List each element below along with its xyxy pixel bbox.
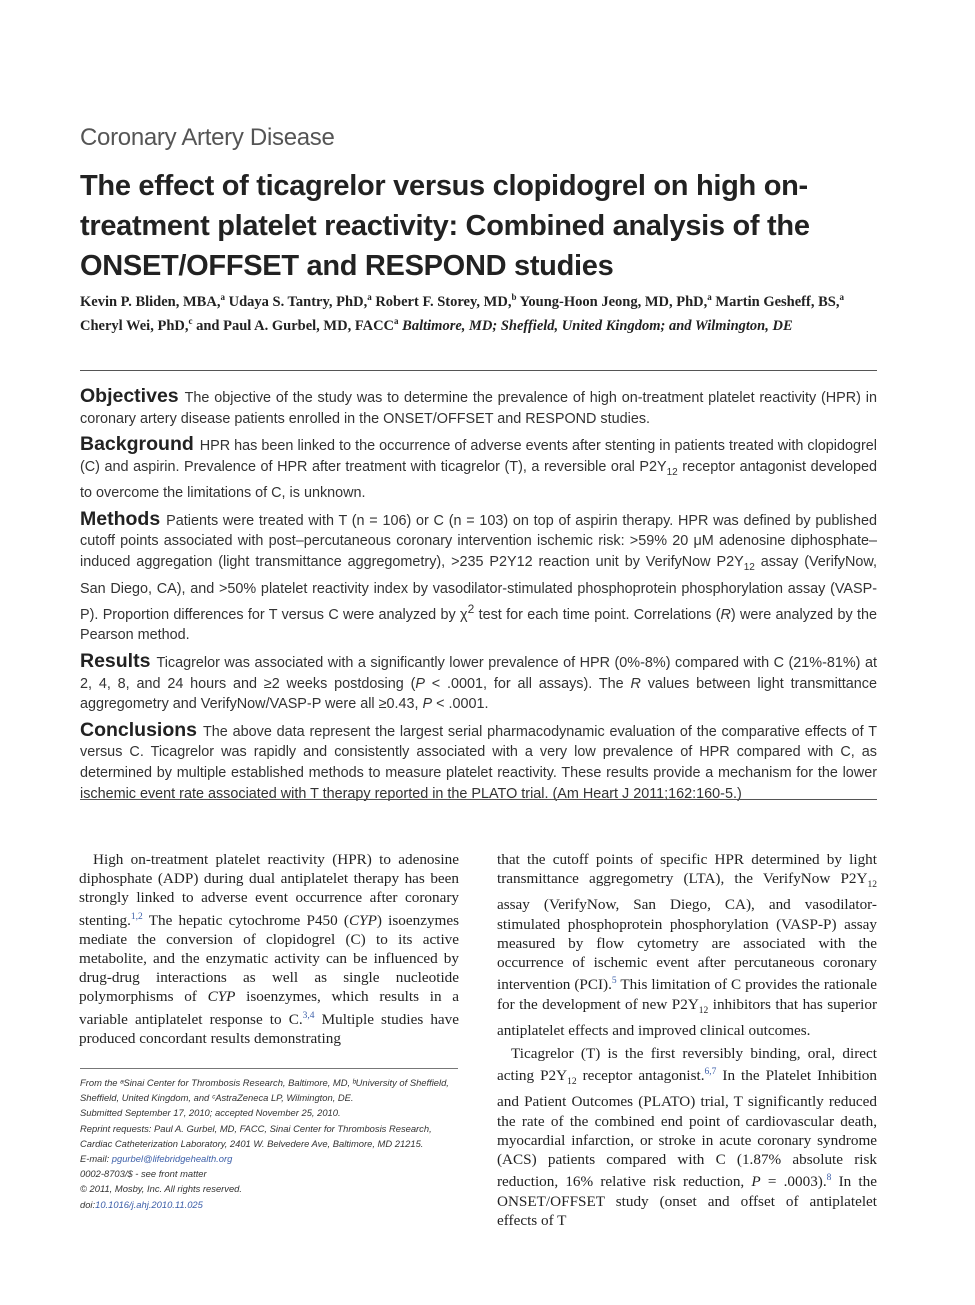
citation-link[interactable]: 1,2	[130, 911, 143, 922]
abstract-results	[80, 651, 877, 715]
footnote-rule	[80, 1068, 458, 1069]
italic-term: CYP	[207, 988, 236, 1006]
author: Udaya S. Tantry, PhD,	[228, 293, 368, 310]
results-text: < .0001, for all assays). The	[424, 675, 631, 692]
section-label: Coronary Artery Disease	[80, 124, 335, 151]
methods-text: test for each time point. Correlations (	[474, 606, 721, 623]
italic-symbol: P	[422, 696, 433, 713]
footnote-line: Cardiac Catheterization Laboratory, 2401 W. Belvedere Ave, Baltimore, MD 21215.	[80, 1137, 424, 1149]
citation-link[interactable]: 6,7	[704, 1067, 717, 1078]
body-text: Multiple studies have produced concordant results demonstrating	[79, 1010, 459, 1047]
body-text: The hepatic cytochrome P450 (	[142, 911, 349, 929]
objectives-heading: Objectives	[80, 385, 179, 407]
methods-text: assay (VerifyNow, San Diego, CA), and >50% platelet reactivity index by vasodilator-stimulated phosphoprotein phosphorylation assay (VASP-P). Proportion differences for T versus C were analyzed by χ	[80, 554, 877, 623]
body-text: Ticagrelor (T) is the first reversibly binding, oral, direct acting P2Y	[497, 1044, 877, 1085]
abstract-top-rule	[80, 370, 877, 371]
results-text: < .0001.	[432, 696, 489, 713]
background-text: HPR has been linked to the occurrence of adverse events after stenting in patients treated with clopidogrel (C) and aspirin. Prevalence of HPR after treatment with ticagrelor (T), a reversible oral P2Y	[80, 438, 877, 475]
body-text: = .0003).	[760, 1173, 827, 1191]
subscript: 12	[743, 561, 755, 573]
body-text: This limitation of C provides the rationale for the development of new P2Y	[497, 976, 877, 1013]
body-column-right	[497, 850, 877, 1230]
citation-link[interactable]: 3,4	[302, 1010, 315, 1021]
footnote-doi-line	[80, 1197, 470, 1212]
author: Cheryl Wei, PhD,	[80, 317, 189, 334]
body-text: that the cutoff points of specific HPR determined by light transmittance aggregometry (LTA), the VerifyNow P2Y	[497, 851, 877, 888]
body-text: assay (VerifyNow, San Diego, CA), and vasodilator-stimulated phosphoprotein phosphorylation (VASP-P) assay measured by flow cytometry are associated with the occurrence of ischemic event after percutaneous coronary intervention (PCI).	[497, 896, 877, 994]
results-text: values between light transmittance aggregometry and VerifyNow/VASP-P were all ≥0.43,	[80, 675, 877, 713]
author: Young-Hoon Jeong, MD, PhD,	[519, 293, 708, 310]
objectives-text: The objective of the study was to determine the prevalence of high on-treatment platelet reactivity (HPR) in coronary artery disease patients enrolled in the ONSET/OFFSET and RESPOND studies.	[80, 390, 877, 427]
italic-term: CYP	[349, 911, 377, 929]
author-locations: Baltimore, MD; Sheffield, United Kingdom; and Wilmington, DE	[402, 317, 793, 334]
author: Robert F. Storey, MD,	[375, 293, 512, 310]
superscript: 2	[467, 602, 475, 617]
italic-symbol: P	[751, 1173, 761, 1191]
footnote-line: Submitted September 17, 2010; accepted November 25, 2010.	[80, 1107, 341, 1119]
doi-link[interactable]: 10.1016/j.ahj.2010.11.025	[95, 1198, 203, 1210]
footnote-line: Reprint requests: Paul A. Gurbel, MD, FACC, Sinai Center for Thrombosis Research,	[80, 1122, 432, 1134]
abstract-conclusions	[80, 720, 877, 804]
affiliation-mark: a	[394, 315, 399, 326]
body-text: receptor antagonist.	[576, 1067, 705, 1085]
italic-symbol: R	[630, 675, 641, 692]
subscript: 12	[567, 1077, 577, 1088]
body-text: inhibitors that has superior antiplatelet effects and improved clinical outcomes.	[497, 995, 877, 1039]
subscript: 12	[698, 1005, 709, 1016]
author: Kevin P. Bliden, MBA,	[80, 293, 221, 310]
affiliation-mark: a	[220, 292, 225, 302]
footnote-line: © 2011, Mosby, Inc. All rights reserved.	[80, 1183, 243, 1195]
body-text: isoenzymes, which results in a variable antiplatelet response to C.	[79, 988, 459, 1028]
body-paragraph	[79, 850, 459, 1048]
conclusions-text: The above data represent the largest serial pharmacodynamic evaluation of the comparative effects of T versus C. Ticagrelor was rapidly and consistently associated with a very low prevalence of HPR compared with C, as determined by multiple established methods to measure platelet reactivity. These results provide a mechanism for the lower ischemic event rate associated with T therapy reported in the PLATO trial. (Am Heart J 2011;162:160-5.)	[80, 723, 877, 802]
affiliation-mark: b	[511, 292, 517, 302]
citation-link[interactable]: 5	[611, 976, 617, 987]
footnote-line: 0002-8703/$ - see front matter	[80, 1168, 207, 1180]
email-label: E-mail:	[80, 1153, 112, 1165]
footnote-email-line	[80, 1151, 470, 1166]
affiliation-mark: a	[367, 292, 372, 302]
footnote-line: From the ᵃSinai Center for Thrombosis Research, Baltimore, MD, ᵇUniversity of Sheffield,	[80, 1077, 449, 1088]
body-paragraph	[497, 1044, 877, 1230]
results-text: Ticagrelor was associated with a significantly lower prevalence of HPR (0%-8%) compared with C (21%-81%) at 2, 4, 8, and 24 hours and ≥2 weeks postdosing (	[80, 655, 877, 692]
body-paragraph	[497, 850, 877, 1040]
author-list	[80, 288, 880, 336]
body-text: ) isoenzymes mediate the conversion of clopidogrel (C) to its active metabolite, and the enzymatic activity can be influenced by drug-drug interactions as well as single nucleotide polymorphisms of	[79, 911, 459, 1006]
article-title: The effect of ticagrelor versus clopidogrel on high on-treatment platelet reactivity: Combined analysis of the ONSET/OFFSET and RESPOND studies	[80, 170, 810, 282]
subscript: 12	[666, 466, 678, 478]
body-column-left	[79, 850, 459, 1048]
methods-text: Patients were treated with T (n = 106) or C (n = 103) on top of aspirin therapy. HPR was defined by published cutoff points associated with post–percutaneous coronary intervention ischemic risk: >59% 20 μM adenosine diphosphate–induced aggregation (light transmittance aggregometry), >235 P2Y12 reaction unit by VerifyNow P2Y	[80, 512, 877, 571]
body-text: In the Platelet Inhibition and Patient Outcomes (PLATO) trial, T significantly reduced the rate of the combined end point of cardiovascular death, myocardial infarction, or stroke in acute coronary syndrome (ACS) patients compared with C (1.87% absolute risk reduction, 16% relative risk reduction,	[497, 1067, 877, 1191]
results-heading: Results	[80, 650, 151, 673]
abstract-objectives	[80, 386, 877, 429]
conclusions-heading: Conclusions	[80, 718, 198, 741]
subscript: 12	[867, 880, 877, 891]
abstract-methods	[80, 509, 877, 646]
italic-symbol: P	[415, 675, 425, 692]
citation-link[interactable]: 8	[826, 1173, 832, 1184]
affiliation-mark: a	[707, 292, 712, 302]
background-heading: Background	[80, 433, 194, 456]
affiliation-mark: a	[839, 292, 844, 302]
affiliation-mark: c	[188, 315, 193, 326]
italic-symbol: R	[720, 606, 731, 623]
body-text: In the ONSET/OFFSET study (onset and offset of antiplatelet effects of T	[497, 1173, 877, 1229]
email-link[interactable]: pgurbel@lifebridgehealth.org	[111, 1153, 233, 1165]
footnotes	[80, 1075, 470, 1212]
background-text: receptor antagonist developed to overcome the limitations of C, is unknown.	[80, 458, 877, 502]
abstract-bottom-rule	[80, 799, 877, 800]
doi-label: doi:	[80, 1198, 96, 1210]
body-text: High on-treatment platelet reactivity (HPR) to adenosine diphosphate (ADP) during dual antiplatelet therapy has been strongly linked to adverse event occurrence after coronary stenting.	[79, 851, 459, 929]
footnote-line: Sheffield, United Kingdom, and ᶜAstraZeneca LP, Wilmington, DE.	[80, 1092, 354, 1104]
author: and Paul A. Gurbel, MD, FACC	[196, 317, 395, 334]
author: Martin Gesheff, BS,	[715, 293, 840, 310]
methods-text: ) were analyzed by the Pearson method.	[80, 606, 877, 644]
abstract	[80, 386, 877, 809]
methods-heading: Methods	[80, 507, 161, 530]
abstract-background	[80, 434, 877, 504]
